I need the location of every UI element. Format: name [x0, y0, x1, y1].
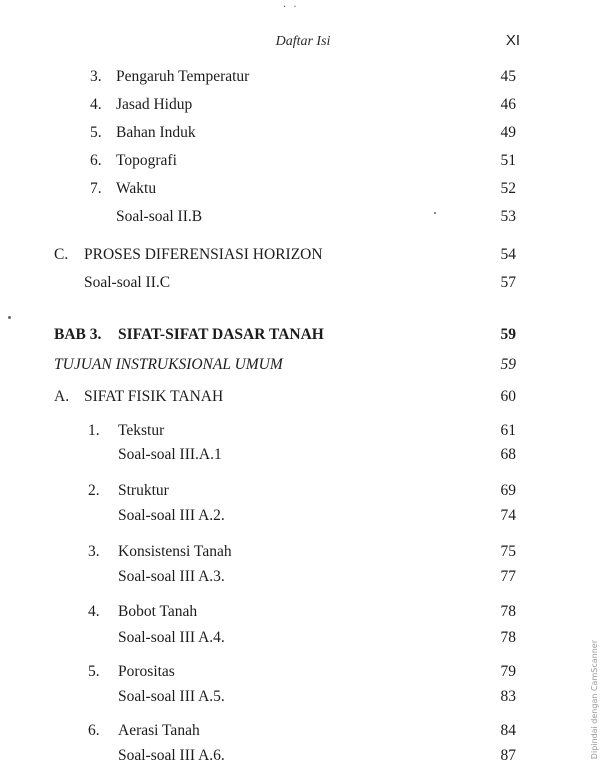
- toc-entry-page: 59: [500, 326, 516, 343]
- toc-entry-label: TUJUAN INSTRUKSIONAL UMUM: [54, 356, 283, 373]
- toc-entry: [0, 686, 600, 708]
- toc-entry-label: Soal-soal III A.2.: [118, 507, 225, 524]
- toc-entry-number: 1.: [88, 422, 100, 439]
- toc-chapter: [0, 324, 600, 346]
- toc-entry-page: 45: [500, 68, 516, 85]
- toc-entry: [0, 272, 600, 294]
- toc-entry-number: 2.: [88, 482, 100, 499]
- toc-entry-label: Soal-soal II.B: [116, 208, 203, 225]
- toc-entry-label: Soal-soal III A.6.: [118, 747, 225, 764]
- header-dots: · ·: [283, 2, 299, 13]
- header-page-number: XI: [505, 32, 520, 49]
- toc-entry-page: 78: [500, 603, 516, 620]
- toc-entry-label: Topografi: [116, 152, 177, 169]
- toc-entry-label: Pengaruh Temperatur: [116, 68, 250, 85]
- toc-entry: [0, 627, 600, 649]
- toc-chapter-number: BAB 3.: [54, 326, 102, 343]
- toc-entry-page: 59: [500, 356, 516, 373]
- toc-entry-label: Struktur: [118, 482, 169, 499]
- toc-entry: [0, 354, 600, 376]
- toc-entry-number: A.: [54, 388, 70, 405]
- toc-entry-page: 60: [500, 388, 516, 405]
- toc-entry: [0, 566, 600, 588]
- toc-entry-page: 53: [500, 208, 516, 225]
- toc-entry-label: Waktu: [116, 180, 157, 197]
- toc-entry-label: Aerasi Tanah: [118, 722, 200, 739]
- toc-entry-label: Konsistensi Tanah: [118, 543, 232, 560]
- toc-entry-page: 79: [500, 663, 516, 680]
- toc-entry-page: 69: [500, 482, 516, 499]
- toc-entry-number: 6.: [88, 722, 100, 739]
- toc-entry-label: Tekstur: [118, 422, 165, 439]
- toc-entry: [0, 505, 600, 527]
- toc-entry-page: 83: [500, 688, 516, 705]
- toc-entry: [0, 178, 600, 200]
- toc-chapter-title: SIFAT-SIFAT DASAR TANAH: [118, 326, 324, 343]
- toc-entry-number: 5.: [88, 663, 100, 680]
- toc-entry-number: 3.: [88, 543, 100, 560]
- header-title: Daftar Isi: [275, 34, 331, 49]
- toc-entry: [0, 601, 600, 623]
- toc-entry: [0, 94, 600, 116]
- toc-entry-page: 84: [500, 722, 516, 739]
- toc-entry: [0, 444, 600, 466]
- toc-entry-label: Soal-soal III A.3.: [118, 568, 225, 585]
- toc-entry: [0, 420, 600, 442]
- toc-entry-number: C.: [54, 246, 69, 263]
- toc-entry: [0, 122, 600, 144]
- toc-entry-label: Soal-soal III A.5.: [118, 688, 225, 705]
- toc-entry-page: 57: [500, 274, 516, 291]
- toc-entry-label: Soal-soal III A.4.: [118, 629, 225, 646]
- toc-entry: [0, 480, 600, 502]
- toc-entry-number: 6.: [90, 152, 102, 169]
- toc-entry-number: 4.: [90, 96, 102, 113]
- toc-entry-label: Soal-soal III.A.1: [118, 446, 222, 463]
- toc-entry-label: PROSES DIFERENSIASI HORIZON: [84, 246, 323, 263]
- toc-entry-label: SIFAT FISIK TANAH: [84, 388, 224, 405]
- toc-entry: [0, 720, 600, 742]
- stray-mark: [8, 316, 11, 319]
- toc-entry: [0, 66, 600, 88]
- scanner-watermark: Dipindai dengan CamScanner: [590, 640, 599, 760]
- toc-entry: [0, 745, 600, 767]
- stray-mark: [434, 212, 436, 214]
- toc-entry: [0, 150, 600, 172]
- toc-section: [0, 386, 600, 408]
- toc-entry-page: 87: [500, 747, 516, 764]
- toc-entry-number: 4.: [88, 603, 100, 620]
- toc-entry-label: Soal-soal II.C: [84, 274, 171, 291]
- toc-entry-label: Bahan Induk: [116, 124, 196, 141]
- toc-entry: [0, 661, 600, 683]
- toc-entry-page: 61: [500, 422, 516, 439]
- toc-entry-page: 75: [500, 543, 516, 560]
- toc-entry-number: 5.: [90, 124, 102, 141]
- toc-entry-number: 3.: [90, 68, 102, 85]
- toc-entry-page: 52: [500, 180, 516, 197]
- toc-entry-page: 46: [500, 96, 516, 113]
- toc-entry-page: 49: [500, 124, 516, 141]
- toc-entry-page: 51: [500, 152, 516, 169]
- toc-section: [0, 244, 600, 266]
- toc-entry-number: 7.: [90, 180, 102, 197]
- toc-entry-label: Jasad Hidup: [116, 96, 193, 113]
- toc-entry: [0, 541, 600, 563]
- toc-entry-label: Porositas: [118, 663, 175, 680]
- toc-entry: [0, 206, 600, 228]
- toc-entry-page: 78: [500, 629, 516, 646]
- toc-entry-page: 74: [500, 507, 516, 524]
- toc-entry-page: 68: [500, 446, 516, 463]
- toc-entry-page: 54: [500, 246, 516, 263]
- toc-entry-page: 77: [500, 568, 516, 585]
- toc-entry-label: Bobot Tanah: [118, 603, 198, 620]
